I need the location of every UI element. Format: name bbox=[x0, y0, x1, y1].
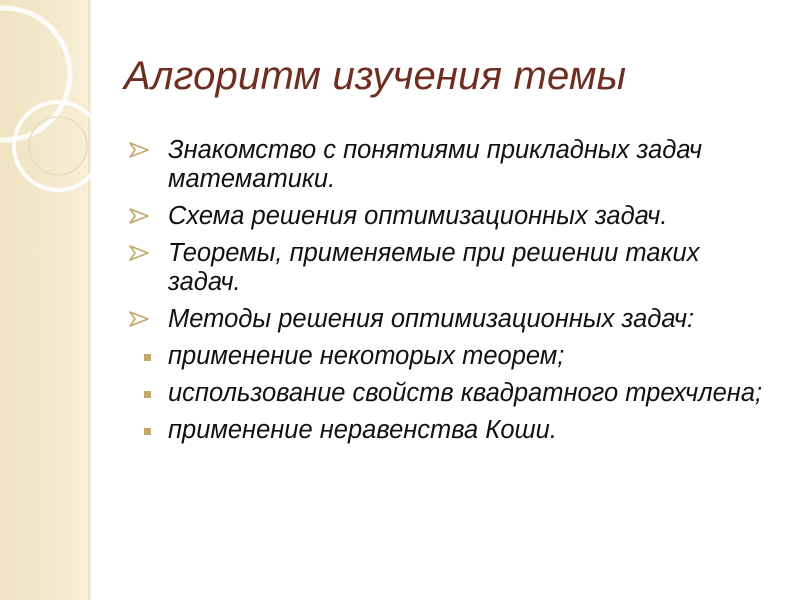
square-bullet-icon bbox=[144, 391, 151, 398]
slide-title: Алгоритм изучения темы bbox=[124, 54, 627, 98]
sub-list-item-text: применение неравенства Коши. bbox=[168, 416, 557, 444]
list-item-text: Схема решения оптимизационных задач. bbox=[168, 202, 668, 230]
concentric-rings-icon bbox=[0, 0, 120, 260]
list-item bbox=[126, 239, 776, 297]
sub-list-item bbox=[126, 379, 776, 408]
bullet-list bbox=[126, 136, 776, 453]
square-bullet-icon bbox=[144, 354, 151, 361]
list-item bbox=[126, 202, 776, 231]
arrowhead-bullet-icon bbox=[128, 306, 150, 332]
sub-list-item bbox=[126, 416, 776, 445]
sub-list-item-text: применение некоторых теорем; bbox=[168, 342, 565, 370]
list-item-text: Методы решения оптимизационных задач: bbox=[168, 305, 695, 333]
square-bullet-icon bbox=[144, 428, 151, 435]
arrowhead-bullet-icon bbox=[128, 203, 150, 229]
sub-list-item-text: использование свойств квадратного трехчлена; bbox=[168, 379, 763, 407]
list-item bbox=[126, 136, 776, 194]
arrowhead-bullet-icon bbox=[128, 137, 150, 163]
list-item bbox=[126, 305, 776, 334]
list-item-text: Знакомство с понятиями прикладных задач математики. bbox=[168, 136, 703, 193]
arrowhead-bullet-icon bbox=[128, 240, 150, 266]
list-item-text: Теоремы, применяемые при решении таких задач. bbox=[168, 239, 700, 296]
sub-list-item bbox=[126, 342, 776, 371]
